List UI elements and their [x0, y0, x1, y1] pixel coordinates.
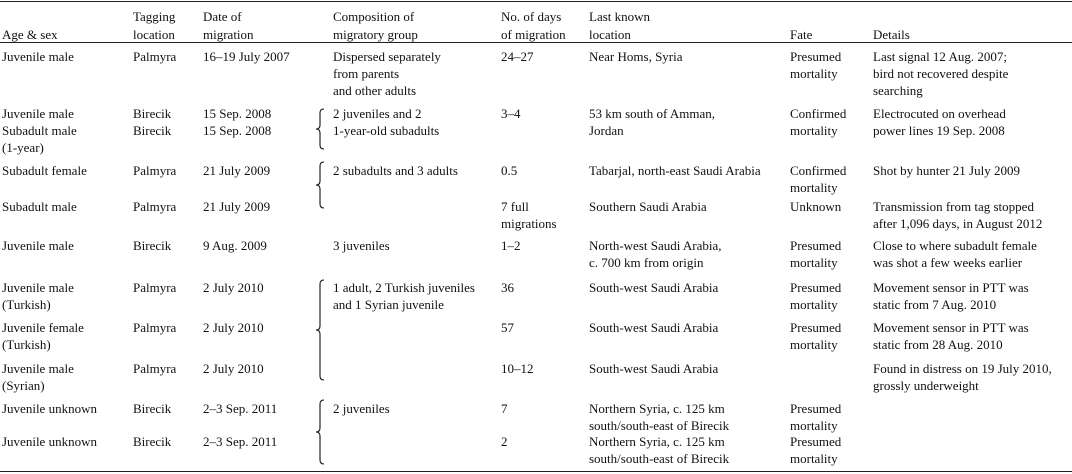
cell-age-sex: (1-year) [2, 140, 44, 155]
cell-date-of-migration: 2 July 2010 [203, 280, 264, 295]
cell-fate: Presumed [790, 434, 842, 449]
cell-days-of-migration: migrations [501, 216, 557, 231]
header-composition: migratory group [333, 27, 418, 42]
header-composition: Composition of [333, 9, 415, 24]
cell-fate: Confirmed [790, 106, 847, 121]
cell-details: Transmission from tag stopped [873, 199, 1034, 214]
cell-last-known-location: Southern Saudi Arabia [589, 199, 707, 214]
cell-details: Electrocuted on overhead [873, 106, 1006, 121]
group-brace [315, 279, 325, 381]
cell-days-of-migration: 24–27 [501, 49, 534, 64]
header-date-of-migration: Date of [203, 9, 242, 24]
cell-days-of-migration: 57 [501, 320, 514, 335]
cell-age-sex: Juvenile male [2, 361, 74, 376]
cell-fate: mortality [790, 255, 838, 270]
header-last-known-location: Last known [589, 9, 651, 24]
cell-details: Shot by hunter 21 July 2009 [873, 163, 1020, 178]
cell-days-of-migration: 1–2 [501, 238, 521, 253]
group-brace [315, 108, 325, 150]
cell-composition: 1 adult, 2 Turkish juveniles [333, 280, 475, 295]
cell-fate: Presumed [790, 280, 842, 295]
cell-details: searching [873, 83, 923, 98]
cell-age-sex: Juvenile male [2, 106, 74, 121]
cell-last-known-location: south/south-east of Birecik [589, 451, 730, 466]
cell-last-known-location: c. 700 km from origin [589, 255, 704, 270]
cell-composition: and other adults [333, 83, 417, 98]
cell-last-known-location: Northern Syria, c. 125 km [589, 434, 725, 449]
cell-days-of-migration: 3–4 [501, 106, 521, 121]
cell-days-of-migration: 0.5 [501, 163, 518, 178]
cell-details: was shot a few weeks earlier [873, 255, 1023, 270]
cell-tagging-location: Birecik [133, 106, 172, 121]
cell-date-of-migration: 21 July 2009 [203, 163, 271, 178]
cell-tagging-location: Palmyra [133, 280, 177, 295]
cell-date-of-migration: 15 Sep. 2008 [203, 106, 272, 121]
cell-age-sex: (Turkish) [2, 337, 51, 352]
cell-fate: mortality [790, 337, 838, 352]
header-fate: Fate [790, 27, 813, 42]
cell-details: Close to where subadult female [873, 238, 1037, 253]
cell-details: static from 7 Aug. 2010 [873, 297, 997, 312]
cell-date-of-migration: 9 Aug. 2009 [203, 238, 267, 253]
cell-date-of-migration: 15 Sep. 2008 [203, 123, 272, 138]
cell-composition: and 1 Syrian juvenile [333, 297, 444, 312]
cell-last-known-location: South-west Saudi Arabia [589, 320, 719, 335]
cell-tagging-location: Palmyra [133, 361, 177, 376]
cell-date-of-migration: 2–3 Sep. 2011 [203, 401, 278, 416]
cell-fate: mortality [790, 297, 838, 312]
cell-tagging-location: Palmyra [133, 163, 177, 178]
cell-last-known-location: 53 km south of Amman, [589, 106, 716, 121]
header-tagging-location: Tagging [133, 9, 176, 24]
cell-tagging-location: Birecik [133, 123, 172, 138]
cell-tagging-location: Birecik [133, 238, 172, 253]
top-rule [0, 1, 1072, 2]
cell-fate: mortality [790, 123, 838, 138]
cell-details: static from 28 Aug. 2010 [873, 337, 1003, 352]
group-brace [315, 399, 325, 465]
cell-last-known-location: Northern Syria, c. 125 km [589, 401, 725, 416]
cell-age-sex: Juvenile male [2, 280, 74, 295]
cell-last-known-location: Near Homs, Syria [589, 49, 683, 64]
cell-age-sex: Juvenile male [2, 49, 74, 64]
cell-age-sex: Juvenile male [2, 238, 74, 253]
cell-composition: 2 juveniles [333, 401, 390, 416]
cell-details: bird not recovered despite [873, 66, 1009, 81]
cell-fate: mortality [790, 180, 838, 195]
cell-tagging-location: Palmyra [133, 199, 177, 214]
cell-composition: Dispersed separately [333, 49, 441, 64]
cell-fate: Presumed [790, 49, 842, 64]
header-details: Details [873, 27, 910, 42]
cell-details: grossly underweight [873, 378, 979, 393]
cell-tagging-location: Birecik [133, 434, 172, 449]
cell-tagging-location: Palmyra [133, 320, 177, 335]
cell-details: Found in distress on 19 July 2010, [873, 361, 1052, 376]
cell-fate: Unknown [790, 199, 842, 214]
cell-composition: 3 juveniles [333, 238, 390, 253]
cell-date-of-migration: 2–3 Sep. 2011 [203, 434, 278, 449]
cell-days-of-migration: 2 [501, 434, 508, 449]
cell-date-of-migration: 16–19 July 2007 [203, 49, 290, 64]
header-age-sex: Age & sex [2, 27, 58, 42]
cell-age-sex: Subadult male [2, 199, 77, 214]
header-last-known-location: location [589, 27, 631, 42]
cell-last-known-location: North-west Saudi Arabia, [589, 238, 722, 253]
cell-details: Movement sensor in PTT was [873, 280, 1029, 295]
cell-age-sex: Juvenile unknown [2, 434, 97, 449]
cell-details: Last signal 12 Aug. 2007; [873, 49, 1007, 64]
cell-details: after 1,096 days, in August 2012 [873, 216, 1043, 231]
cell-age-sex: (Turkish) [2, 297, 51, 312]
header-days-of-migration: No. of days [501, 9, 562, 24]
cell-composition: from parents [333, 66, 400, 81]
cell-days-of-migration: 10–12 [501, 361, 534, 376]
cell-last-known-location: south/south-east of Birecik [589, 418, 730, 433]
bottom-rule [0, 471, 1072, 472]
cell-age-sex: (Syrian) [2, 378, 45, 393]
cell-last-known-location: Tabarjal, north-east Saudi Arabia [589, 163, 761, 178]
cell-fate: Confirmed [790, 163, 847, 178]
cell-fate: Presumed [790, 320, 842, 335]
header-days-of-migration: of migration [501, 27, 566, 42]
cell-age-sex: Subadult male [2, 123, 77, 138]
cell-details: Movement sensor in PTT was [873, 320, 1029, 335]
cell-composition: 1-year-old subadults [333, 123, 440, 138]
cell-date-of-migration: 21 July 2009 [203, 199, 271, 214]
cell-date-of-migration: 2 July 2010 [203, 361, 264, 376]
cell-composition: 2 juveniles and 2 [333, 106, 422, 121]
cell-composition: 2 subadults and 3 adults [333, 163, 458, 178]
cell-fate: mortality [790, 451, 838, 466]
cell-age-sex: Juvenile unknown [2, 401, 97, 416]
cell-details: power lines 19 Sep. 2008 [873, 123, 1005, 138]
cell-fate: mortality [790, 418, 838, 433]
cell-age-sex: Subadult female [2, 163, 87, 178]
header-tagging-location: location [133, 27, 175, 42]
cell-tagging-location: Birecik [133, 401, 172, 416]
cell-days-of-migration: 36 [501, 280, 514, 295]
cell-fate: mortality [790, 66, 838, 81]
cell-last-known-location: South-west Saudi Arabia [589, 361, 719, 376]
cell-days-of-migration: 7 full [501, 199, 529, 214]
cell-fate: Presumed [790, 238, 842, 253]
header-date-of-migration: migration [203, 27, 254, 42]
cell-age-sex: Juvenile female [2, 320, 84, 335]
cell-fate: Presumed [790, 401, 842, 416]
cell-date-of-migration: 2 July 2010 [203, 320, 264, 335]
cell-last-known-location: South-west Saudi Arabia [589, 280, 719, 295]
cell-tagging-location: Palmyra [133, 49, 177, 64]
cell-days-of-migration: 7 [501, 401, 508, 416]
cell-last-known-location: Jordan [589, 123, 624, 138]
group-brace [315, 161, 325, 209]
